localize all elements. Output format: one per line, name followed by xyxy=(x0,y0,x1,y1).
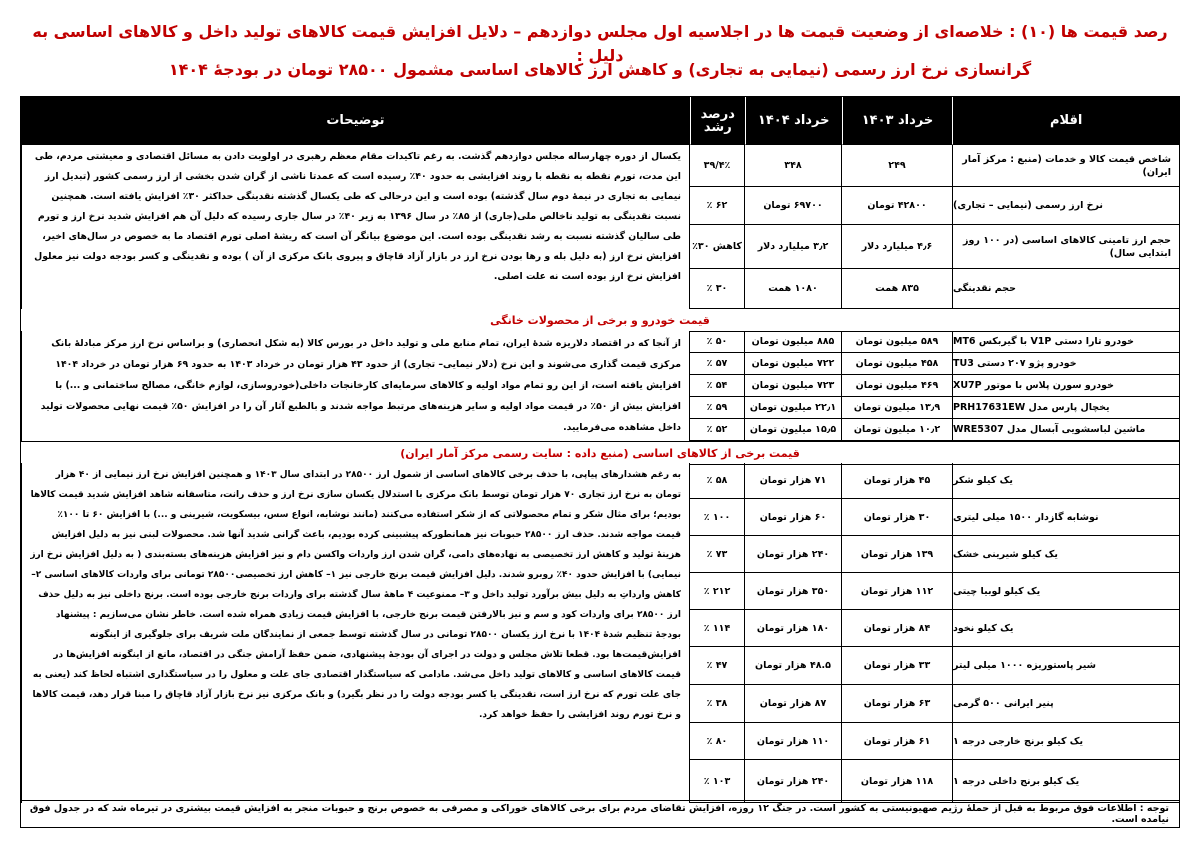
row-percent: ۷۳ ٪ xyxy=(689,536,744,573)
row-1404: ۳٫۲ میلیارد دلار xyxy=(744,225,841,269)
row-1404: ۷۱ هزار تومان xyxy=(744,463,841,499)
row-1403: ۴۶۹ میلیون تومان xyxy=(841,375,952,397)
row-1403: ۶۱ هزار تومان xyxy=(841,723,952,760)
row-item: خودرو پژو ۲۰۷ دستی TU3 xyxy=(952,353,1179,375)
row-item: نرخ ارز رسمی (نیمایی – تجاری) xyxy=(952,187,1179,225)
row-1403: ۸۴ هزار تومان xyxy=(841,610,952,647)
row-percent: ۵۰ ٪ xyxy=(689,331,744,353)
row-1403: ۸۳۵ همت xyxy=(841,269,952,309)
row-1403: ۱۱۸ هزار تومان xyxy=(841,760,952,803)
row-item: شاخص قیمت کالا و خدمات (منبع : مرکز آمار ایران) xyxy=(952,145,1179,187)
row-1403: ۶۳ هزار تومان xyxy=(841,685,952,723)
row-item: خودرو تارا دستی V1P با گیربکس MT6 xyxy=(952,331,1179,353)
row-1404: ۱۸۰ هزار تومان xyxy=(744,610,841,647)
header-item: اقلام xyxy=(952,97,1179,145)
row-1404: ۶۹۷۰۰ تومان xyxy=(744,187,841,225)
row-1404: ۲۲٫۱ میلیون تومان xyxy=(744,397,841,419)
row-percent: ۱۱۴ ٪ xyxy=(689,610,744,647)
row-item: یخچال پارس مدل PRH17631EW xyxy=(952,397,1179,419)
row-item: حجم ارز تامینی کالاهای اساسی (در ۱۰۰ روز ابتدایی سال) xyxy=(952,225,1179,269)
row-item: نوشابه گازدار ۱۵۰۰ میلی لیتری xyxy=(952,499,1179,536)
row-item: شیر پاستوریزه ۱۰۰۰ میلی لیتر xyxy=(952,647,1179,685)
row-1403: ۴۵ هزار تومان xyxy=(841,463,952,499)
report-subtitle: گرانسازی نرخ ارز رسمی (نیمایی به تجاری) و کاهش ارز کالاهای اساسی مشمول ۲۸۵۰۰ تومان در بودجهٔ ۱۴۰۴ xyxy=(168,60,1032,79)
row-1404: ۲۴۰ هزار تومان xyxy=(744,760,841,803)
row-item: پنیر ایرانی ۵۰۰ گرمی xyxy=(952,685,1179,723)
header-1404: خرداد ۱۴۰۴ xyxy=(745,97,842,145)
row-percent: ۳۰ ٪ xyxy=(689,269,744,309)
row-item: خودرو سورن پلاس با موتور XU7P xyxy=(952,375,1179,397)
row-item: یک کیلو شکر xyxy=(952,463,1179,499)
group2-description: از آنجا که در اقتصاد دلاریزه شدهٔ ایران، تمام منابع ملی و تولید داخل در بورس کالا (به شکل انحصاری) و براساس نرخ ارز مرکز مبادلهٔ بانک مرکزی قیمت گذاری می‌شوند و این نرخ (دلار نیمایی– تجاری) از حدود ۴۳ هزار تومان در خرداد ۱۴۰۳ به حدود ۶۹ هزار تومان در خرداد ۱۴۰۴ افزایش یافته است، از این رو تمام مواد اولیه و کالاهای سرمایه‌ای کارخانجات داخلی(خودروسازی، لوازم خانگی، مصالح ساختمانی و ...) با افزایش بیش از ۵۰٪ در قیمت مواد اولیه و سایر هزینه‌های مرتبط مواجه شدند و بالطبع آثار آن را در افزایش ۵۰٪ قیمت نهایی محصولات تولید داخل مشاهده می‌فرمایید. xyxy=(21,331,689,441)
row-percent: ۴۷ ٪ xyxy=(689,647,744,685)
row-1404: ۶۰ هزار تومان xyxy=(744,499,841,536)
group3-description: به رغم هشدارهای پیاپی، با حذف برخی کالاهای اساسی از شمول ارز ۲۸۵۰۰ در ابتدای سال ۱۴۰۳ و همچنین افزایش نرخ ارز نیمایی از ۴۰ هزار تومان به نرخ ارز تجاری ۷۰ هزار تومان توسط بانک مرکزی با استدلال یکسان سازی نرخ ارز و حذف رانت، متاسفانه شاهد افزایش شدید قیمت کالاها بودیم؛ برای مثال شکر و تمام محصولاتی که از شکر استفاده می‌کنند (مانند نوشابه، انواع سس، بیسکویت، شیرینی و ...) با افزایش ۶۰ تا ۱۰۰٪ قیمت مواجه شدند. حذف ارز ۲۸۵۰۰ حبوبات نیز همانطورکه پیشبینی کرده بودیم، باعث گرانی شدید آنها شد. محصولات لبنی نیز به دلیل افزایش هزینهٔ تولید و کاهش ارز تخصیصی به نهاده‌های دامی، گران شدن ارز واردات واکسن دام و نیز افزایش هزینه‌های بسته‌بندی ( به دلیل افزایش نرخ ارز نیمایی) با افزایش حدود ۴۰٪ روبرو شدند. دلیل افزایش قیمت برنج خارجی نیز ۱– کاهش ارز تخصیصی۲۸۵۰۰ تومانی برای واردات کالاهای اساسی ۲– کاهش وارداتِ به دلیل بیش برآورد تولید داخل و ۳– ممنوعیت ۴ ماههٔ سال گذشته برای واردات برنج خارجی بوده است. برنج داخلی نیز به دلیل حذف ارز ۲۸۵۰۰ برای واردات کود و سم و نیز بالارفتن قیمت برنج خارجی، با افزایش قیمت زیادی همراه شده است. خاطر نشان می‌سازیم : پیشنهاد بودجهٔ تنظیم شدهٔ ۱۴۰۴ با نرخ ارز یکسان ۲۸۵۰۰ تومانی در سال گذشته توسط جمعی از نمایندگان ملت شریف برای جلوگیری از اینگونه افزایش‌قیمت‌ها بود. قطعا تلاش مجلس و دولت در اجرای آن بودجهٔ پیشنهادی، ضمن حفظ آرامش جنگی در اقتصاد، مانع از اینگونه افزایش‌ها در قیمت کالاهای اساسی و کالاهای تولید داخل می‌شد. مادامی که سیاستگذار اقتصادی جای علت و معلول را در سیاستگذاری اشتباه لحاظ کند (یعنی به جای علت تورم که نرخ ارز است، نقدینگی یا کسر بودجه دولت را در نظر بگیرد) و بانک مرکزی نیز نرخ بازار آزاد قاچاق را مبنا قرار دهد، قیمت کالاها و نرخ تورم روند افزایشی را حفظ خواهد کرد. xyxy=(21,463,689,803)
table-header xyxy=(21,97,1179,145)
row-item: حجم نقدینگی xyxy=(952,269,1179,309)
row-item: ماشین لباسشویی آبسال مدل WRE5307 xyxy=(952,419,1179,441)
row-percent: ۵۹ ٪ xyxy=(689,397,744,419)
row-1404: ۱۱۰ هزار تومان xyxy=(744,723,841,760)
row-percent: ۵۸ ٪ xyxy=(689,463,744,499)
row-percent: ۶۲ ٪ xyxy=(689,187,744,225)
row-item: یک کیلو نخود xyxy=(952,610,1179,647)
row-percent: ۲۱۲ ٪ xyxy=(689,573,744,610)
report-title: رصد قیمت ها (۱۰) : خلاصه‌ای از وضعیت قیمت ها در اجلاسیه اول مجلس دوازدهم – دلایل افزایش قیمت کالاهای تولید داخل و کالاهای اساسی به دلیل : xyxy=(32,22,1168,65)
row-1403: ۵۸۹ میلیون تومان xyxy=(841,331,952,353)
row-percent: ۳۸ ٪ xyxy=(689,685,744,723)
row-1404: ۲۴۰ هزار تومان xyxy=(744,536,841,573)
row-percent: ۱۰۳ ٪ xyxy=(689,760,744,803)
row-percent: ۳۹/۴٪ xyxy=(689,145,744,187)
row-1404: ۷۲۳ میلیون تومان xyxy=(744,375,841,397)
row-1403: ۴۲۸۰۰ تومان xyxy=(841,187,952,225)
row-1403: ۴٫۶ میلیارد دلار xyxy=(841,225,952,269)
row-1404: ۳۴۸ xyxy=(744,145,841,187)
row-item: یک کیلو برنج داخلی درجه ۱ xyxy=(952,760,1179,803)
row-1404: ۱۰۸۰ همت xyxy=(744,269,841,309)
footnote: توجه : اطلاعات فوق مربوط به قبل از حملهٔ رژیم صهیونیستی به کشور است. در جنگ ۱۲ روزه، افزایش تقاضای مردم برای برخی کالاهای خوراکی و مصرفی به خصوص برنج و حبوبات منجر به افزایش قیمت بیشتری در تیرماه شد که در جدول فوق نیامده است. xyxy=(21,800,1179,827)
row-1403: ۱۳۹ هزار تومان xyxy=(841,536,952,573)
row-item: یک کیلو شیرینی خشک xyxy=(952,536,1179,573)
row-percent: کاهش ۳۰٪ xyxy=(689,225,744,269)
section-auto-title: قیمت خودرو و برخی از محصولات خانگی xyxy=(21,309,1179,332)
row-1404: ۸۸۵ میلیون تومان xyxy=(744,331,841,353)
row-percent: ۵۷ ٪ xyxy=(689,353,744,375)
row-percent: ۸۰ ٪ xyxy=(689,723,744,760)
row-percent: ۱۰۰ ٪ xyxy=(689,499,744,536)
row-item: یک کیلو برنج خارجی درجه ۱ xyxy=(952,723,1179,760)
section-basic-title: قیمت برخی از کالاهای اساسی (منبع داده : سایت رسمی مرکز آمار ایران) xyxy=(21,441,1179,465)
header-description: توضیحات xyxy=(21,97,690,145)
row-item: یک کیلو لوبیا چیتی xyxy=(952,573,1179,610)
header-percent: درصد رشد xyxy=(690,97,745,145)
row-1404: ۴۸.۵ هزار تومان xyxy=(744,647,841,685)
row-1404: ۱۵٫۵ میلیون تومان xyxy=(744,419,841,441)
price-table xyxy=(20,96,1180,828)
group1-description: یکسال از دوره چهارساله مجلس دوازدهم گذشت. به رغم تاکیدات مقام معظم رهبری در اولویت دادن به مسائل اقتصادی و معیشتی مردم، طی این مدت، تورم نقطه به نقطه با روند افزایشی به حدود ۴۰٪ رسیده است که عمدتا ناشی از گران شدن بخشی از ارز رسمی کشور (تبدیل ارز نیمایی به تجاری در نیمهٔ دوم سال گذشته) بوده است و این درحالی که طی یکسال گذشته نقدینگی حداکثر ۳۰٪ افزایش یافته است. همچنین نسبت نقدینگی به تولید ناخالص ملی(جاری) از ۸۵٪ در سال ۱۳۹۶ به زیر ۴۰٪ در سال جاری رسیده که دلیل آن هم افزایش شدید نرخ ارز و تورم طی سالیان گذشته نسبت به رشد نقدینگی بوده است. این موضوع بیانگر آن است که ریشهٔ اصلی تورم اقتصاد ما به خصوص در سال‌های اخیر، افزایش نرخ ارز (به دلیل بله و رها بودن نرخ ارز در بازار آزاد قاچاق و پیروی بانک مرکزی از آن ) بوده و نقدینگی و کسر بودجه دولت نیز معلول افزایش نرخ ارز بوده است نه علت اصلی. xyxy=(21,145,689,309)
row-1403: ۳۳ هزار تومان xyxy=(841,647,952,685)
row-1404: ۸۷ هزار تومان xyxy=(744,685,841,723)
row-1403: ۲۴۹ xyxy=(841,145,952,187)
row-1403: ۱۱۲ هزار تومان xyxy=(841,573,952,610)
row-1404: ۳۵۰ هزار تومان xyxy=(744,573,841,610)
row-1403: ۱۳٫۹ میلیون تومان xyxy=(841,397,952,419)
row-percent: ۵۴ ٪ xyxy=(689,375,744,397)
header-1403: خرداد ۱۴۰۳ xyxy=(842,97,953,145)
row-1404: ۷۲۲ میلیون تومان xyxy=(744,353,841,375)
row-percent: ۵۲ ٪ xyxy=(689,419,744,441)
row-1403: ۴۵۸ میلیون تومان xyxy=(841,353,952,375)
row-1403: ۳۰ هزار تومان xyxy=(841,499,952,536)
row-1403: ۱۰٫۲ میلیون تومان xyxy=(841,419,952,441)
